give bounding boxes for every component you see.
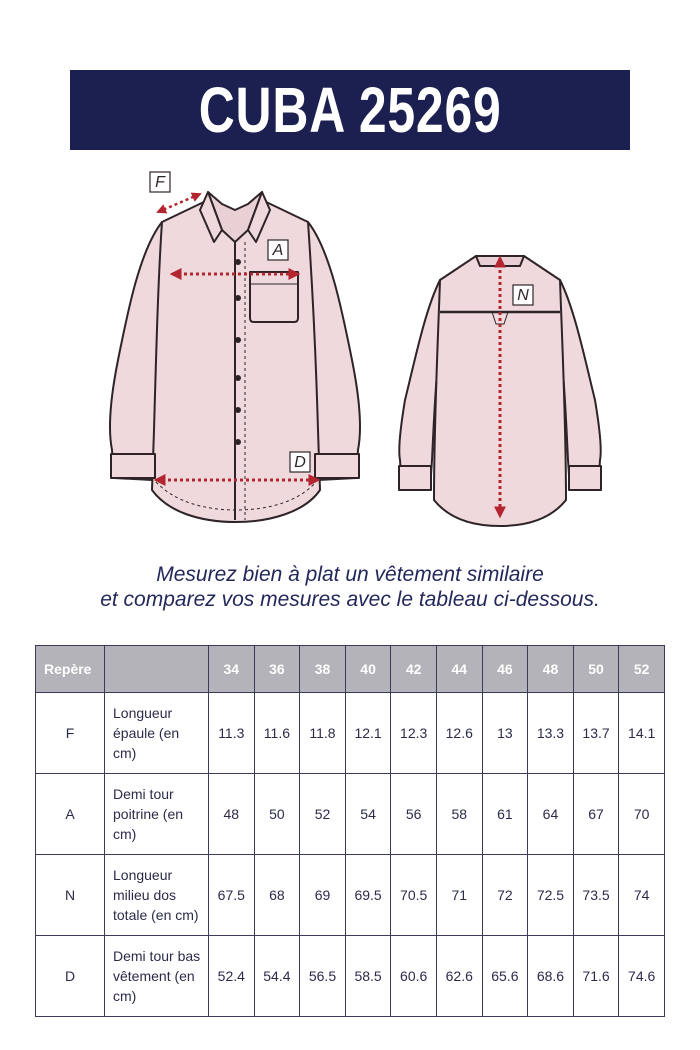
table-cell: 69 <box>300 855 346 936</box>
table-cell: 12.1 <box>345 693 391 774</box>
garment-illustration <box>0 160 700 540</box>
table-cell: 56 <box>391 774 437 855</box>
marker-f <box>150 172 170 192</box>
header-size: 48 <box>528 646 574 693</box>
table-cell: 71 <box>436 855 482 936</box>
table-cell: 73.5 <box>573 855 619 936</box>
table-row <box>36 693 665 774</box>
svg-text:D: D <box>294 454 306 471</box>
table-cell: 56.5 <box>300 936 346 1017</box>
table-row <box>36 774 665 855</box>
header-repere: Repère <box>36 646 105 693</box>
table-cell: 69.5 <box>345 855 391 936</box>
table-cell: 67 <box>573 774 619 855</box>
header-size: 44 <box>436 646 482 693</box>
table-cell: 72 <box>482 855 528 936</box>
table-cell: 67.5 <box>209 855 255 936</box>
header-size: 50 <box>573 646 619 693</box>
instructions-line-1: Mesurez bien à plat un vêtement similaire <box>156 563 544 586</box>
row-code: D <box>36 936 105 1017</box>
instructions-line-2: et comparez vos mesures avec le tableau ci-dessous. <box>100 588 600 611</box>
table-cell: 58.5 <box>345 936 391 1017</box>
table-cell: 52.4 <box>209 936 255 1017</box>
header-size: 36 <box>254 646 300 693</box>
table-cell: 54.4 <box>254 936 300 1017</box>
title-banner <box>70 70 630 150</box>
table-cell: 72.5 <box>528 855 574 936</box>
row-code: A <box>36 774 105 855</box>
header-size: 42 <box>391 646 437 693</box>
table-cell: 13 <box>482 693 528 774</box>
table-cell: 68.6 <box>528 936 574 1017</box>
table-cell: 12.3 <box>391 693 437 774</box>
row-label: Demi tour poitrine (en cm) <box>105 774 209 855</box>
table-cell: 13.7 <box>573 693 619 774</box>
marker-a <box>268 240 288 260</box>
table-cell: 60.6 <box>391 936 437 1017</box>
table-cell: 50 <box>254 774 300 855</box>
table-cell: 68 <box>254 855 300 936</box>
table-row <box>36 936 665 1017</box>
size-table <box>35 645 665 1017</box>
row-label: Longueur milieu dos totale (en cm) <box>105 855 209 936</box>
row-code: N <box>36 855 105 936</box>
table-cell: 61 <box>482 774 528 855</box>
table-cell: 62.6 <box>436 936 482 1017</box>
table-cell: 11.6 <box>254 693 300 774</box>
marker-d <box>290 452 310 472</box>
header-size: 40 <box>345 646 391 693</box>
table-cell: 52 <box>300 774 346 855</box>
header-label-blank <box>105 646 209 693</box>
svg-text:N: N <box>517 287 529 304</box>
table-cell: 11.8 <box>300 693 346 774</box>
row-code: F <box>36 693 105 774</box>
size-table-header <box>36 646 665 693</box>
header-size: 38 <box>300 646 346 693</box>
table-cell: 70 <box>619 774 665 855</box>
row-label: Demi tour bas vêtement (en cm) <box>105 936 209 1017</box>
table-cell: 74 <box>619 855 665 936</box>
table-cell: 74.6 <box>619 936 665 1017</box>
instructions-text <box>0 562 700 612</box>
table-cell: 12.6 <box>436 693 482 774</box>
header-size: 52 <box>619 646 665 693</box>
svg-text:A: A <box>272 242 284 259</box>
table-cell: 70.5 <box>391 855 437 936</box>
table-cell: 14.1 <box>619 693 665 774</box>
table-cell: 64 <box>528 774 574 855</box>
svg-text:F: F <box>155 174 165 191</box>
table-row <box>36 855 665 936</box>
table-cell: 54 <box>345 774 391 855</box>
header-size: 46 <box>482 646 528 693</box>
table-cell: 71.6 <box>573 936 619 1017</box>
table-cell: 58 <box>436 774 482 855</box>
table-cell: 13.3 <box>528 693 574 774</box>
front-shirt-drawing <box>110 192 360 522</box>
page-title: CUBA 25269 <box>198 74 502 146</box>
header-size: 34 <box>209 646 255 693</box>
table-cell: 11.3 <box>209 693 255 774</box>
table-cell: 48 <box>209 774 255 855</box>
marker-n <box>513 285 533 305</box>
row-label: Longueur épaule (en cm) <box>105 693 209 774</box>
table-cell: 65.6 <box>482 936 528 1017</box>
